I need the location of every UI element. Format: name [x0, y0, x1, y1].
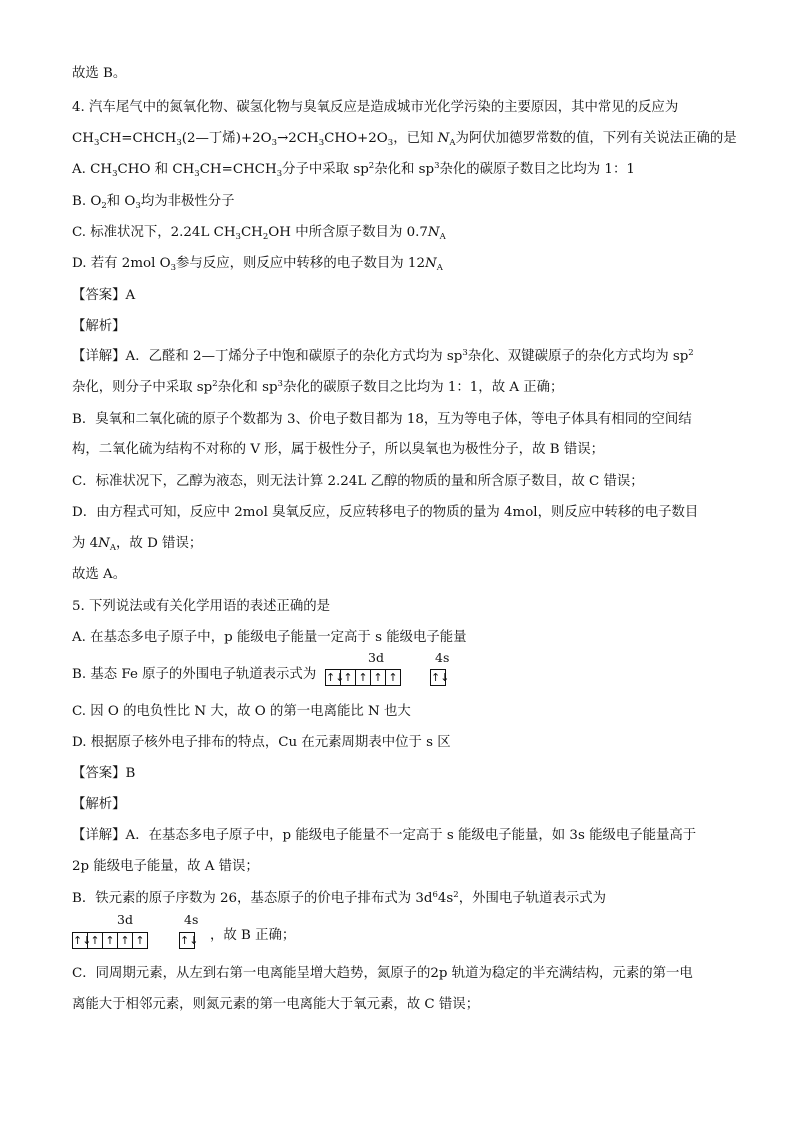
orbital-box-3d: ↑ [340, 669, 356, 686]
detail-4-line: D．由方程式可知，反应中 2mol 臭氧反应，反应转移电子的物质的量为 4mol，则反应中转移的电子数目 [72, 505, 699, 520]
detail-5-line: B．铁元素的原子序数为 26，基态原子的价电子排布式为 $3d^64s^2$，外围电子轨道表示式为 [72, 890, 607, 906]
orbital-label-3d: 3d [117, 912, 133, 927]
orbital-diagram [325, 652, 455, 686]
orbital-box-4s: ↑↓ [180, 934, 199, 947]
option-4c: C. 标准状况下，2.24L $CH_3CH_2OH$ 中所含原子数目为 $0.7N_A$ [72, 225, 446, 242]
detail-4-line: B．臭氧和二氧化硫的原子个数都为 3、价电子数目都为 18，互为等电子体，等电子体具有相同的空间结 [72, 412, 692, 427]
orbital-box-3d: ↑ [385, 669, 401, 686]
detail-5-line: ，故 B 正确； [210, 928, 296, 943]
detail-4-line: 杂化，则分子中采取 $sp^2$杂化和 $sp^3$杂化的碳原子数目之比均为 1：1，故 A 正确； [72, 379, 564, 395]
option-4d: D. 若有 2mol $O_3$参与反应，则反应中转移的电子数目为 $12N_A$ [72, 256, 443, 273]
orbital-label-4s: 4s [435, 650, 450, 665]
text-line: 故选 B。 [72, 66, 127, 81]
detail-5-line: 离能大于相邻元素，则氮元素的第一电离能大于氧元素，故 C 错误； [72, 997, 480, 1012]
analysis-4-heading: 【解析】 [72, 319, 126, 334]
orbital-box-3d: ↑ [132, 932, 148, 949]
detail-5-line: 2p 能级电子能量，故 A 错误； [72, 859, 259, 874]
orbital-diagram [72, 912, 202, 952]
option-5d: D. 根据原子核外电子排布的特点，Cu 在元素周期表中位于 s 区 [72, 735, 451, 750]
answer-4: 【答案】A [72, 288, 136, 303]
orbital-box-3d: ↑ [117, 932, 133, 949]
orbital-box-3d: ↑↓ [326, 671, 345, 684]
orbital-label-4s: 4s [184, 912, 199, 927]
orbital-box-3d: ↑↓ [73, 934, 92, 947]
detail-5-line: 【详解】A．在基态多电子原子中，p 能级电子能量不一定高于 s 能级电子能量，如 3s 能级电子能量高于 [72, 828, 697, 843]
orbital-box-3d: ↑ [87, 932, 103, 949]
option-4a: A. $CH_3CHO$ 和 $CH_3CH=CHCH_3$分子中采取 $sp^2$杂化和 $sp^3$杂化的碳原子数目之比均为 1：1 [72, 161, 635, 179]
analysis-5-heading: 【解析】 [72, 797, 126, 812]
orbital-box-3d: ↑ [102, 932, 118, 949]
orbital-box-4s: ↑↓ [431, 671, 450, 684]
detail-4-line: 【详解】A．乙醛和 2—丁烯分子中饱和碳原子的杂化方式均为 $sp^3$杂化、双键碳原子的杂化方式均为 $sp^2$ [72, 348, 694, 364]
question-5-stem: 5. 下列说法或有关化学用语的表述正确的是 [72, 599, 331, 614]
detail-4-line: 构，二氧化硫为结构不对称的 V 形，属于极性分子，所以臭氧也为极性分子，故 B 错误； [72, 442, 604, 457]
orbital-box-3d: ↑ [355, 669, 371, 686]
question-4-equation: $CH_3CH=CHCH_3(2—$丁烯)$+2O_3\to 2CH_3CHO+2O_3$，已知 $N_A$为阿伏加德罗常数的值，下列有关说法正确的是 [72, 131, 737, 148]
option-5b: B. 基态 Fe 原子的外围电子轨道表示式为 [72, 667, 317, 682]
detail-4-line: C．标准状况下，乙醇为液态，则无法计算 2.24L 乙醇的物质的量和所含原子数目，故 C 错误； [72, 474, 644, 489]
question-4-stem: 4. 汽车尾气中的氮氧化物、碳氢化物与臭氧反应是造成城市光化学污染的主要原因，其中常见的反应为 [72, 100, 679, 115]
option-5c: C. 因 O 的电负性比 N 大，故 O 的第一电离能比 N 也大 [72, 704, 411, 719]
detail-5-line: C．同周期元素，从左到右第一电离能呈增大趋势，氮原子的2p 轨道为稳定的半充满结构，元素的第一电 [72, 966, 693, 981]
option-4b: B. $O_2$和 $O_3$均为非极性分子 [72, 194, 235, 211]
text-line: 故选 A。 [72, 567, 127, 582]
orbital-box-3d: ↑ [370, 669, 386, 686]
answer-5: 【答案】B [72, 766, 136, 781]
option-5a: A. 在基态多电子原子中，p 能级电子能量一定高于 s 能级电子能量 [72, 630, 467, 645]
detail-4-line: 为 $4N_A$，故 D 错误； [72, 536, 203, 553]
orbital-label-3d: 3d [368, 650, 384, 665]
